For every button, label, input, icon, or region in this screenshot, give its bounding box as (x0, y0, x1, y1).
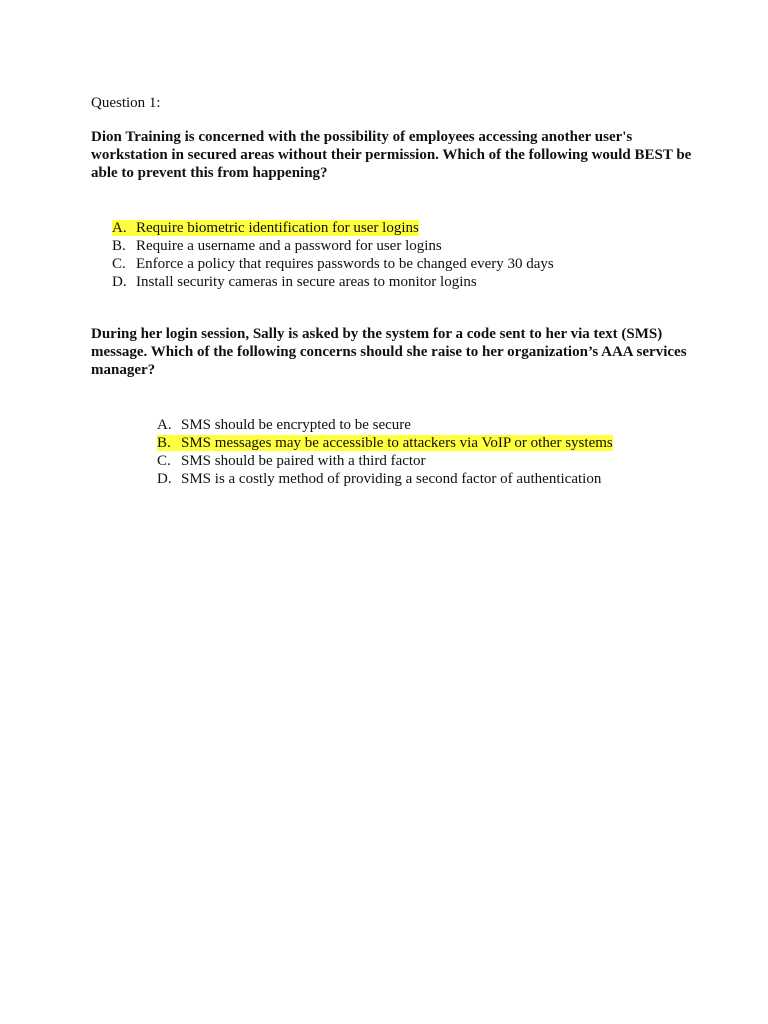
option-letter: C. (112, 256, 126, 272)
question-1-stem: Dion Training is concerned with the possibility of employees accessing another user's workstation in secured areas without their permission. Which of the following would BEST be able to prevent this from happening? (91, 129, 692, 181)
option-letter: A. (157, 417, 172, 433)
question-2-option-d (157, 470, 613, 488)
question-2-options (157, 416, 613, 488)
option-letter: C. (157, 453, 171, 469)
highlight-mark (157, 435, 613, 451)
question-1-option-c (112, 255, 554, 273)
question-2-option-c (157, 452, 613, 470)
option-text: Enforce a policy that requires passwords to be changed every 30 days (136, 256, 554, 272)
question-1-option-b (112, 237, 554, 255)
question-2-stem: During her login session, Sally is asked by the system for a code sent to her via text (SMS) message. Which of the following concerns should she raise to her organization’s AAA services manager? (91, 326, 687, 378)
option-letter: D. (157, 471, 172, 487)
question-label: Question 1: (91, 95, 161, 111)
question-1-options (112, 219, 554, 291)
option-text: SMS should be paired with a third factor (181, 453, 426, 469)
question-1-option-a (112, 219, 554, 237)
option-text: SMS should be encrypted to be secure (181, 417, 411, 433)
question-2-option-a (157, 416, 613, 434)
option-text: Require a username and a password for user logins (136, 238, 442, 254)
question-1-option-d (112, 273, 554, 291)
question-2-option-b (157, 434, 613, 452)
highlight-mark (112, 220, 419, 236)
option-letter: D. (112, 274, 127, 290)
option-text: SMS messages may be accessible to attackers via VoIP or other systems (181, 435, 613, 451)
option-letter: A. (112, 220, 127, 236)
option-letter: B. (112, 238, 126, 254)
option-letter: B. (157, 435, 171, 451)
option-text: Require biometric identification for user logins (136, 220, 419, 236)
option-text: Install security cameras in secure areas to monitor logins (136, 274, 477, 290)
option-text: SMS is a costly method of providing a second factor of authentication (181, 471, 602, 487)
